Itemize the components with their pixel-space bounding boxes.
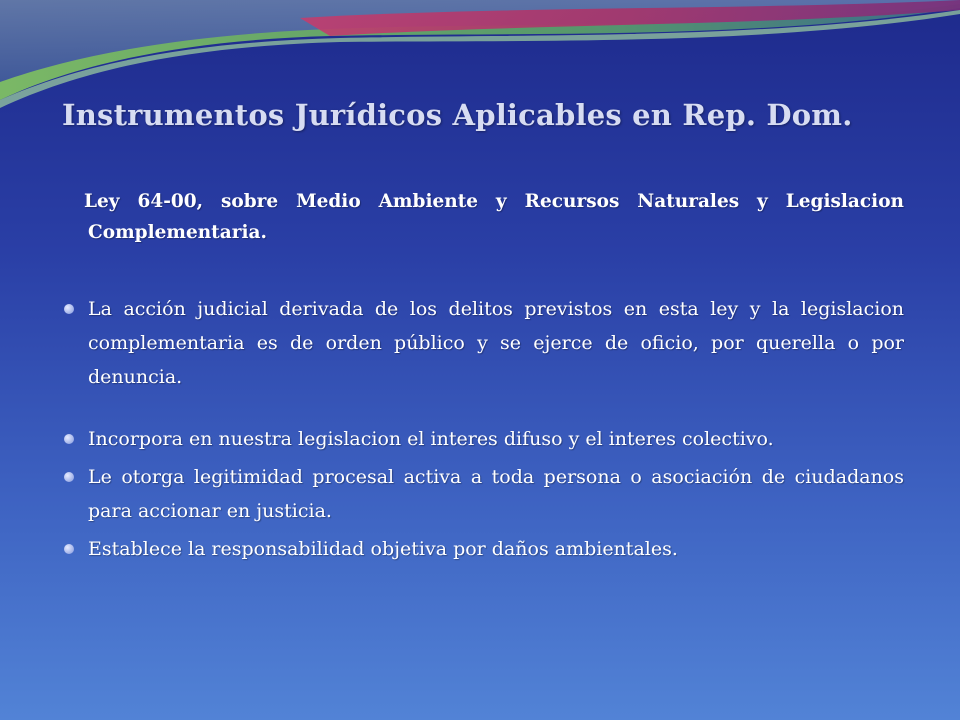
bullet-item [62, 422, 904, 456]
bullet-item [62, 460, 904, 528]
bullet-text: La acción judicial derivada de los delitos previstos en esta ley y la legislacion complementaria es de orden público y se ejerce de oficio, por querella o por denuncia. [88, 298, 904, 388]
bullet-text: Le otorga legitimidad procesal activa a toda persona o asociación de ciudadanos para accionar en justicia. [88, 466, 904, 522]
bullet-dot-icon [64, 472, 74, 482]
bullet-list [62, 292, 904, 566]
bullet-item [62, 292, 904, 394]
bullet-text: Establece la responsabilidad objetiva por daños ambientales. [88, 538, 678, 560]
slide-title: Instrumentos Jurídicos Aplicables en Rep. Dom. [62, 98, 853, 132]
bullet-item [62, 532, 904, 566]
bullet-text: Incorpora en nuestra legislacion el interes difuso y el interes colectivo. [88, 428, 774, 450]
bullet-dot-icon [64, 434, 74, 444]
bullet-dot-icon [64, 544, 74, 554]
decorative-swoosh [0, 0, 960, 110]
law-subtitle: Ley 64-00, sobre Medio Ambiente y Recursos Naturales y Legislacion Complementaria. [84, 191, 904, 243]
bullet-dot-icon [64, 304, 74, 314]
